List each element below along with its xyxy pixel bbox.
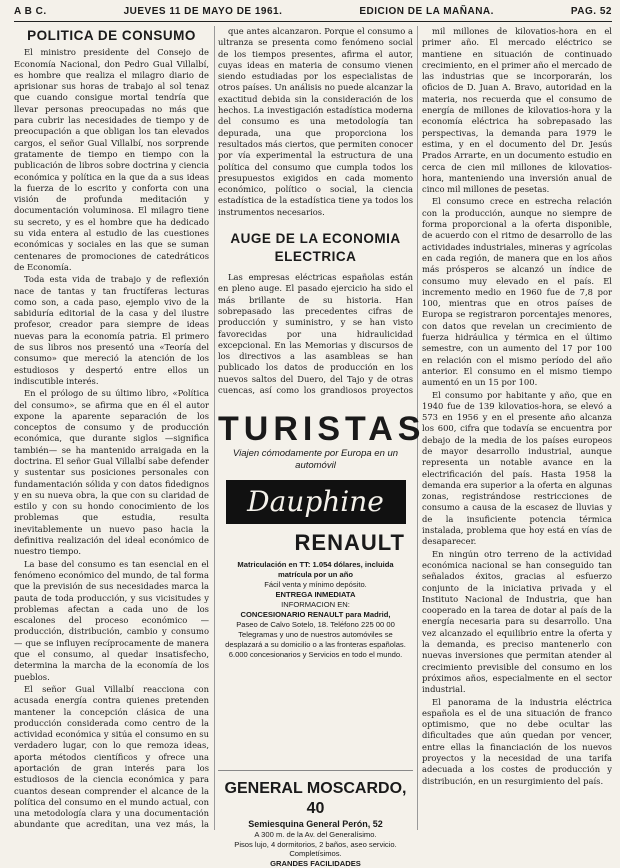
ad-title: GENERAL MOSCARDO, 40 [218, 779, 413, 819]
article-continuation [422, 26, 612, 830]
ad-line: 6.000 concesionarios y Servicios en todo el mundo. [222, 650, 409, 660]
ad-line: Fácil venta y mínimo depósito. [222, 580, 409, 590]
article-paragraph: El consumo crece en estrecha relación con la producción, aunque no siempre de forma proporcional a la oferta disponible, de acuerdo con el ritmo de desarrollo de las actividades industriales, mineras y agrícolas en cada región, de manera que en los años más prósperos se alcanzó un índice de consumo muy elevado en el país. El incremento medio en 1960 fue de 7,8 por 100, mientras que en otros países de Europa se registraron porcentajes menores, con datos que revelan un crecimiento de fuerza hidráulica y térmica en el último semestre, con un aumento del 17 por 100 en relación con el mismo período del año anterior. El consumo en el mismo tiempo aumentó en un 15 por 100. [422, 196, 612, 388]
ad-tagline: Viajen cómodamente por Europa en un automóvil [218, 448, 413, 472]
ad-line: GRANDES FACILIDADES [222, 859, 409, 868]
article-paragraph: que antes alcanzaron. Porque el consumo a ultranza se presenta como fenómeno social de los tiempos presentes, afirma el autor, cuyas ideas en materia de consumo vienen siendo estudiadas por los especialistas de otros países. Un análisis no puede alcanzar la exactitud debida sin la consideración de los hechos. La investigación estadística moderna del consumo es una metodología tan depurada, una que proporciona los resultados más ciertos, que permiten conocer por vía experimental la estructura de una política del consumo que cumpla todos los presupuestos exigidos en cada momento económico, político o social, la ciencia estadística de la estadística tiene ya todos los instrumentos necesarios. [218, 26, 413, 218]
advert-general-moscardo [218, 770, 413, 831]
ad-line: Telegramas y uno de nuestros automóviles se desplazará a su domicilio o a las fronteras españolas. [222, 630, 409, 650]
edition-label: EDICION DE LA MAÑANA. [359, 6, 494, 20]
ad-line: Paseo de Calvo Sotelo, 18. Teléfono 225 00 00 [222, 620, 409, 630]
article-paragraph: La base del consumo es tan esencial en el fenómeno económico del mundo, de tal forma que la previsión de sus necesidades marca la pauta de toda producción, y sus vicisitudes y problemas afectan a cada uno de los escalones del proceso económico —producción, distribución, cambio y consumo— que se influyen recíprocamente de manera que el consumo, al quedar insatisfecho, determina la marcha de la economía de los pueblos. [14, 559, 209, 683]
ad-headline: TURISTAS [218, 410, 413, 448]
article-title: POLITICA DE CONSUMO [14, 30, 209, 41]
ad-brand: RENAULT [218, 530, 405, 556]
header-rule [14, 21, 612, 22]
ad-price-line: Matriculación en TT: 1.054 dólares, incluida matrícula por un año [222, 560, 409, 580]
page-header [14, 6, 612, 20]
article-paragraph: En el prólogo de su último libro, «Política del consumo», se afirma que en él el autor expone la aparente separación de los conceptos de consumo y de producción económica, que durante siglos —significa también— se ha mantenido arraigada en la doctrina. El señor Gual Villalbí sabe defender y sustentar sus posiciones personales con fundamentación sólida y con datos fidedignos y en su nueva obra, la que con su claridad de estilo y con su hondo conocimiento de los problemas que estudia, resulta inevitablemente un nuevo paso hacia la definitiva realización del ideal económico de nuestro tiempo. [14, 388, 209, 557]
ad-line: Pisos lujo, 4 dormitorios, 2 baños, aseo servicio. Completísimos. [222, 840, 409, 859]
ad-model-banner: Dauphine [226, 480, 406, 524]
article-paragraph: El ministro presidente del Consejo de Economía Nacional, don Pedro Gual Villalbí, es hombre que realiza el milagro diario de aprisionar sus horas de trabajo al sol tenaz que cuando consigue mortal tendría que llevar personas preocupadas no más que para cubrir las necesidades de tiempo y de preocupación a que obligan los tan elevados cargos, el señor Gual Villalbí, nos sorprende gratamente de tiempo en tiempo con la publicación de libros sobre doctrina y ciencia económica y política en la que da a sus ideas la fuerza de lo escrito y conforta con una visión de profunda meditación y documentación voluminosa. El milagro tiene su secreto, y es el hombre que ha dedicado su vida entera al estudio de las cuestiones económicas y sociales en las que se suman centenares de promociones de catedráticos de Economía. [14, 47, 209, 273]
article-auge-economia [218, 26, 413, 396]
ad-line: INFORMACION EN: [222, 600, 409, 610]
ad-subtitle: Semiesquina General Perón, 52 [218, 819, 413, 830]
issue-date: JUEVES 11 DE MAYO DE 1961. [124, 6, 283, 20]
ad-line: A 300 m. de la Av. del Generalísimo. [222, 830, 409, 840]
publication-name: A B C. [14, 6, 47, 20]
ad-line: CONCESIONARIO RENAULT para Madrid, [222, 610, 409, 620]
article-paragraph: El señor Gual Villalbí reacciona con acusada energía contra quienes pretenden mantener la concepción clásica de una producción considerada como centro de la actividad económica y sitúa el consumo en su verdadero lugar, con lo que remoza ideas, aporta métodos científicos y ofrece una aportación de gran interés para los estudiosos de la ciencia económica y para cuantos desean comprender el alcance de la política del consumo en el mundo actual, con una metodología clara y una documentación abundante que acreditan, una vez más, la [14, 684, 209, 830]
article-paragraph: El panorama de la industria eléctrica española es el de una situación de franco optimismo, que no debe ocultar las dificultades que aún quedan por vencer, entre ellas la financiación de los nuevos proyectos y la necesidad de una tarifa adecuada a los costes de producción y distribución, en un resurgimiento del país. [422, 697, 612, 787]
article-paragraph: El consumo por habitante y año, que en 1940 fue de 139 kilovatios-hora, se elevó a 573 en 1956 y en el presente año alcanza los 600, cifra que todavía se encuentra por debajo de la media de los países europeos de mayor desarrollo industrial, aunque representa un notable avance en la electrificación del país. Hasta 1958 la demanda era superior a la oferta en algunas zonas, registrándose restricciones de consumo a causa de la escasez de lluvias y de la insuficiente potencia térmica instalada, problema que hoy está en vías de desaparecer. [422, 390, 612, 548]
article-politica-consumo [14, 26, 209, 830]
article-paragraph: Toda esta vida de trabajo y de reflexión nace de tantas y tan fructíferas lecturas como son, a cada paso, ejemplo vivo de la sabiduría editorial de la casa y del ilustre profesor, creador para siempre de ideas nuevas para la economía patria. El primero de sus libros nos presentó una «Teoría del consumo» que mereció la atención de los estudiosos y despertó entre ellos un indiscutible interés. [14, 274, 209, 387]
article-paragraph: mil millones de kilovatios-hora en el primer año. El mercado eléctrico se mantiene en situación de continuado crecimiento, en el primer año el mercado de las industrias que se incorporarán, los oficios de D. Juan A. Bravo, autoridad en la materia, nos recuerda que el consumo de energía de millones de kilovatios-hora y la economía eléctrica ha sobrepasado las perspectivas, la demanda para 1979 le estima, y en el documento del Dr. Jesús Prados Arrarte, en un documento estudio en cerca de cien mil millones de kilovatios-hora, manteniendo una inversión anual de cinco mil millones de pesetas. [422, 26, 612, 195]
article-paragraph: En ningún otro terreno de la actividad económica nacional se han conseguido tan señalados éxitos, gracias al esfuerzo conjunto de la iniciativa privada y el Instituto Nacional de Industria, que han cooperado en la tarea de dotar al país de la energía necesaria para su desarrollo. Una vez alcanzado el equilibrio entre la oferta y la demanda, es preciso mantenerlo con nuevas inversiones que permitan atender al crecimiento previsible del consumo en los próximos años, especialmente en el sector industrial. [422, 549, 612, 696]
article-paragraph: Las empresas eléctricas españolas están en pleno auge. El pasado ejercicio ha sido el más brillante de su historia. Han sobrepasado las precedentes cifras de producción y suministro, y se han visto favorecidas por una hidraulicidad excepcional. En las Memorias y discursos de los directivos a las asambleas se han publicado los datos de producción en los nuevos saltos del Duero, del Tajo y de otras cuencas, así como los grandiosos proyectos [218, 272, 413, 396]
advert-turistas-renault [218, 408, 413, 764]
page-number: PAG. 52 [571, 6, 612, 20]
article-title: AUGE DE LA ECONOMIA ELECTRICA [218, 230, 413, 266]
column-divider [214, 26, 215, 830]
ad-line: ENTREGA INMEDIATA [222, 590, 409, 600]
